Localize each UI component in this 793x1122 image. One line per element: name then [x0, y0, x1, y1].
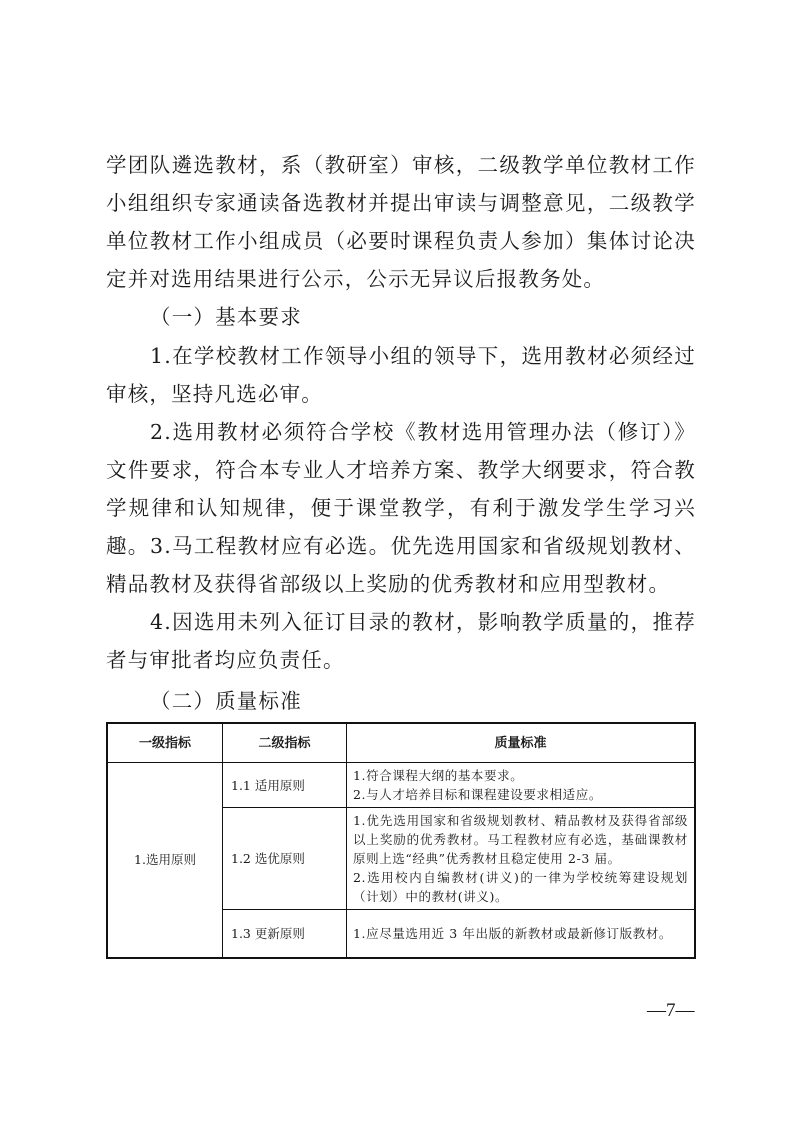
- header-level2: 二级指标: [223, 723, 347, 763]
- section-heading-quality-standards: （二）质量标准: [150, 689, 302, 713]
- intro-paragraph: 学团队遴选教材，系（教研室）审核，二级教学单位教材工作小组组织专家通读备选教材并提出审读与调整意见，二级教学单位教材工作小组成员（必要时课程负责人参加）集体讨论决定并对选用结果进行公示，公示无异议后报教务处。: [106, 153, 696, 291]
- standard-cell: [347, 910, 696, 958]
- standard-cell: [347, 763, 696, 808]
- level2-cell: 1.1 适用原则: [223, 763, 347, 808]
- standard-line: 1.优先选用国家和省级规划教材、精品教材及获得省部级以上奖励的优秀教材。马工程教材应有必选，基础课教材原则上选“经典”优秀教材且稳定使用 2-3 届。: [353, 813, 688, 866]
- standard-line: 1.符合课程大纲的基本要求。: [353, 768, 524, 783]
- level1-cell: 1.选用原则: [107, 763, 223, 958]
- requirement-item-4: 4.因选用未列入征订目录的教材，影响教学质量的，推荐者与审批者均应负责任。: [106, 610, 696, 672]
- standard-cell: [347, 808, 696, 910]
- table-header-row: [107, 723, 695, 763]
- requirement-item-1: 1.在学校教材工作领导小组的领导下，选用教材必须经过审核，坚持凡选必审。: [106, 344, 696, 406]
- standard-line: 2.选用校内自编教材(讲义)的一律为学校统筹建设规划（计划）中的教材(讲义)。: [353, 870, 688, 904]
- standard-line: 2.与人才培养目标和课程建设要求相适应。: [353, 787, 602, 802]
- header-standard: 质量标准: [347, 723, 696, 763]
- header-level1: 一级指标: [107, 723, 223, 763]
- standard-line: 1.应尽量选用近 3 年出版的新教材或最新修订版教材。: [353, 925, 673, 941]
- quality-standards-table: [106, 722, 696, 959]
- table-row: [107, 763, 695, 808]
- requirement-item-2: 2.选用教材必须符合学校《教材选用管理办法（修订）》文件要求，符合本专业人才培养方案、教学大纲要求，符合教学规律和认知规律，便于课堂教学，有利于激发学生学习兴趣。: [106, 420, 696, 558]
- section-heading-basic-requirements: （一）基本要求: [150, 305, 302, 329]
- page-number: —7—: [647, 1000, 695, 1021]
- requirement-item-3: 3.马工程教材应有必选。优先选用国家和省级规划教材、精品教材及获得省部级以上奖励的优秀教材和应用型教材。: [106, 534, 696, 596]
- level2-cell: 1.3 更新原则: [223, 910, 347, 958]
- level2-cell: 1.2 选优原则: [223, 808, 347, 910]
